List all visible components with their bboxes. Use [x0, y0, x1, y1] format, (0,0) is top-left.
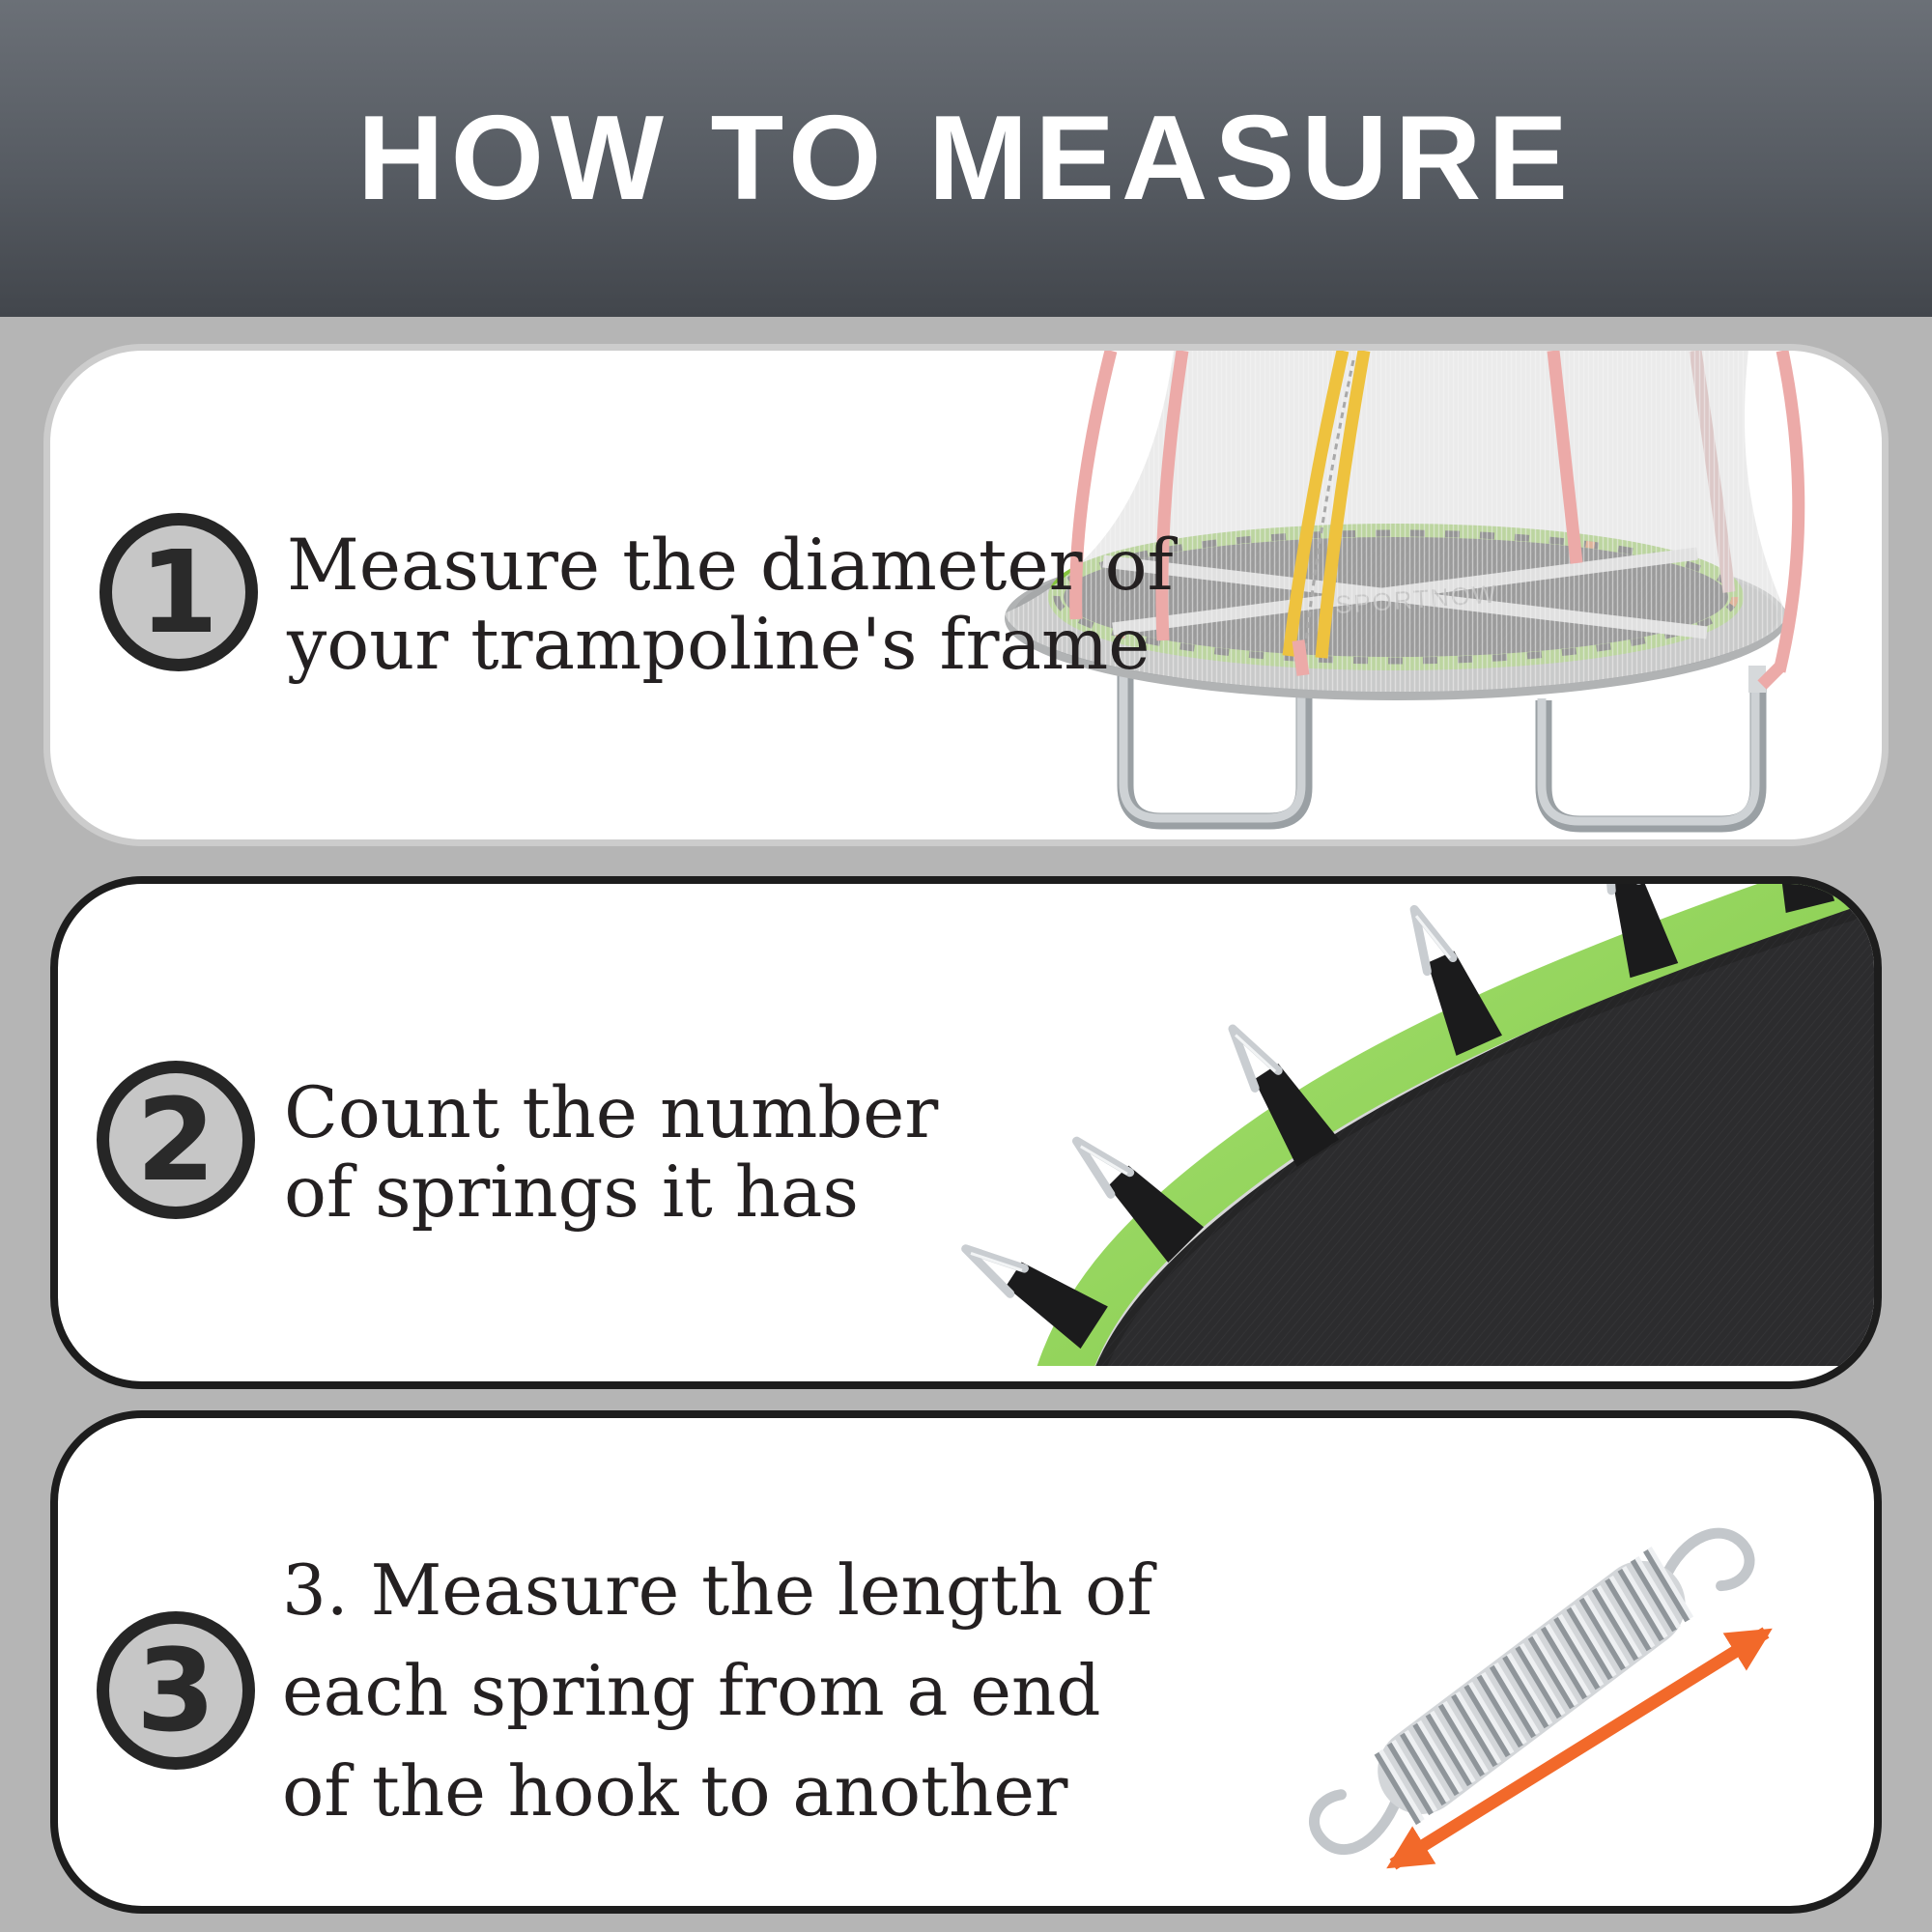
step-number: 2: [135, 1073, 216, 1207]
step-line: Measure the diameter of: [287, 525, 1174, 607]
header-banner: [0, 0, 1932, 317]
mat-fabric-texture: [1090, 884, 1874, 1366]
step-description: [284, 1074, 938, 1233]
step-line: of the hook to another: [282, 1750, 1068, 1832]
step-card-2: [50, 876, 1882, 1389]
step-number-badge: [97, 1061, 255, 1219]
trampoline-leg: [1542, 682, 1758, 824]
coil-spring-icon: [1298, 1499, 1761, 1878]
step-description: [287, 526, 1174, 685]
page-title: HOW TO MEASURE: [357, 92, 1575, 225]
step-line: each spring from a end: [282, 1650, 1101, 1731]
step-number: 1: [138, 526, 219, 659]
step-card-3: [50, 1410, 1882, 1914]
step-line: Count the number: [284, 1072, 939, 1154]
step-line: of springs it has: [284, 1151, 859, 1234]
step-number-badge: [99, 513, 258, 671]
step-number-badge: [97, 1611, 255, 1770]
step-card-1: [50, 351, 1882, 839]
step-line: your trampoline's frame: [287, 604, 1151, 686]
step-number: 3: [135, 1624, 216, 1757]
step-line: 3. Measure the length of: [282, 1549, 1153, 1631]
step-description: [282, 1540, 1152, 1841]
